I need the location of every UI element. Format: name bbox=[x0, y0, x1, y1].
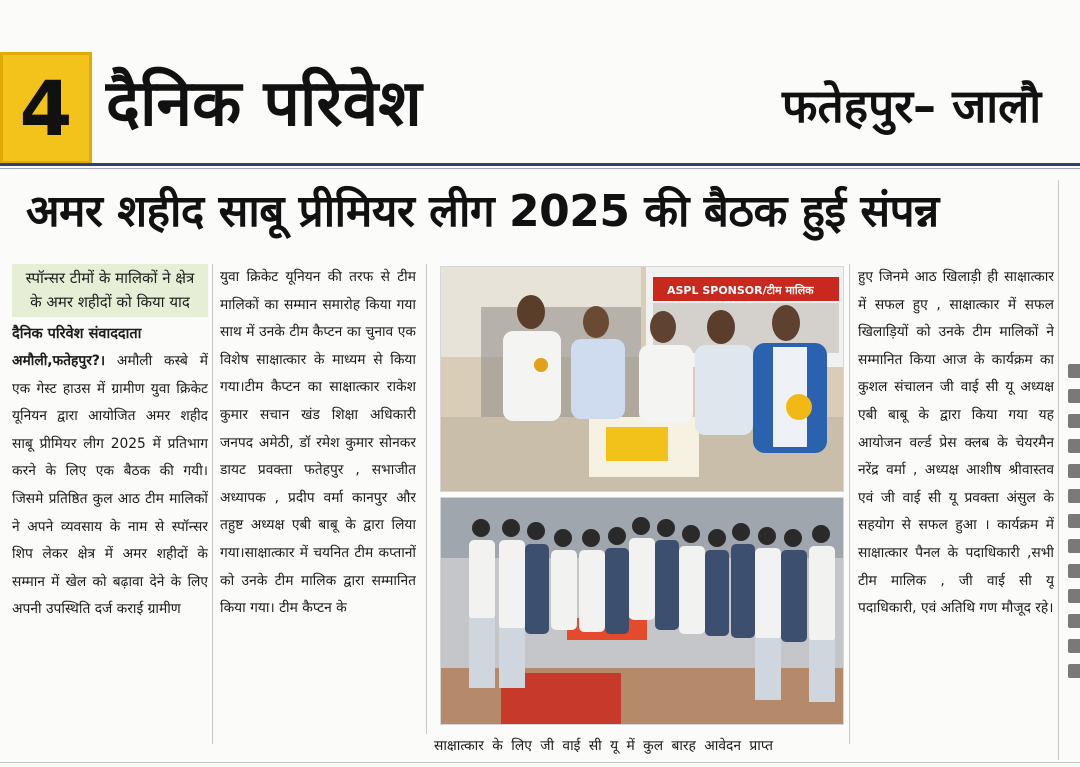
meeting-photo bbox=[440, 266, 844, 492]
article-column-2 bbox=[220, 264, 416, 744]
column-separator bbox=[212, 264, 213, 744]
page-number: 4 bbox=[0, 52, 92, 164]
masthead-rule-thin bbox=[0, 168, 1080, 169]
edition-label: फतेहपुर– जालौ bbox=[782, 79, 1042, 133]
column-1-body: अमौली कस्बे में एक गेस्ट हाउस में ग्रामीण युवा क्रिकेट यूनियन द्वारा आयोजित अमर शहीद साबू प्रीमियर लीग 2025 में प्रतिभाग करने के लिए एक बैठक की गयी।जिसमे प्रतिष्ठित कुल आठ टीम मालिकों ने अपने व्यवसाय के नाम से स्पॉन्सर शिप लेकर क्षेत्र में अमर शहीदों के सम्मान में खेल को बढ़ावा देने के लिए अपनी उपस्थिति दर्ज कराई ग्रामीण bbox=[12, 353, 208, 618]
sponsor-banner-text: ASPL SPONSOR/टीम मालिक bbox=[667, 284, 814, 297]
photo-caption: साक्षात्कार के लिए जी वाई सी यू में कुल बारह आवेदन प्राप्त bbox=[434, 738, 773, 754]
column-separator bbox=[849, 264, 850, 744]
newspaper-name: दैनिक परिवेश bbox=[106, 67, 422, 141]
group-photo bbox=[440, 497, 844, 725]
adjacent-article-fragment bbox=[1064, 264, 1080, 764]
masthead-rule bbox=[0, 163, 1080, 166]
article-subhead: स्पॉन्सर टीमों के मालिकों ने क्षेत्र के अमर शहीदों को किया याद bbox=[12, 264, 208, 317]
article-column-3 bbox=[858, 264, 1054, 744]
dateline: अमौली,फतेहपुर?। bbox=[12, 353, 106, 369]
article-headline: अमर शहीद साबू प्रीमियर लीग 2025 की बैठक हुई संपन्न bbox=[26, 186, 939, 237]
article-column-1 bbox=[12, 264, 208, 624]
column-2-text: युवा क्रिकेट यूनियन की तरफ से टीम मालिकों का सम्मान समारोह किया गया साथ में उनके टीम कैप्टन का चुनाव एक विशेष साक्षात्कार के माध्यम से किया गया।टीम कैप्टन का साक्षात्कार राकेश कुमार सचान खंड शिक्षा अधिकारी जनपद अमेठी, डॉ रमेश कुमार सोनकर डायट प्रवक्ता फतेहपुर , सभाजीत अध्यापक , प्रदीप वर्मा कानपुर और तहुष्ट अध्यक्ष एबी बाबू के द्वारा लिया गया।साक्षात्कार में चयनित टीम कप्तानों को उनके टीम मालिक द्वारा सम्मानित किया गया। टीम कैप्टन के bbox=[220, 269, 416, 617]
group-photo-graphic bbox=[441, 498, 843, 724]
column-1-text bbox=[12, 348, 208, 624]
bottom-rule bbox=[0, 762, 1080, 763]
meeting-photo-graphic bbox=[441, 267, 843, 491]
byline: दैनिक परिवेश संवाददाता bbox=[12, 326, 142, 342]
column-3-text: हुए जिनमे आठ खिलाड़ी ही साक्षात्कार में सफल हुए , साक्षात्कार में सफल खिलाड़ियों को उनके टीम मालिकों ने सम्मानित किया आज के कार्यक्रम का कुशल संचालन जी वाई सी यू अध्यक्ष एबी बाबू के द्वारा किया गया यह आयोजन वर्ल्ड प्रेस क्लब के चेयरमैन नरेंद्र वर्मा , अध्यक्ष आशीष श्रीवास्तव एवं जी वाई सी यू प्रवक्ता अंसुल के सहयोग से सफल हुआ । कार्यक्रम में साक्षात्कार पैनल के पदाधिकारी ,सभी टीम मालिक , जी वाई सी यू पदाधिकारी, एवं अतिथि गण मौजूद रहे। bbox=[858, 269, 1054, 617]
column-separator bbox=[426, 264, 427, 734]
column-separator bbox=[1058, 180, 1059, 760]
